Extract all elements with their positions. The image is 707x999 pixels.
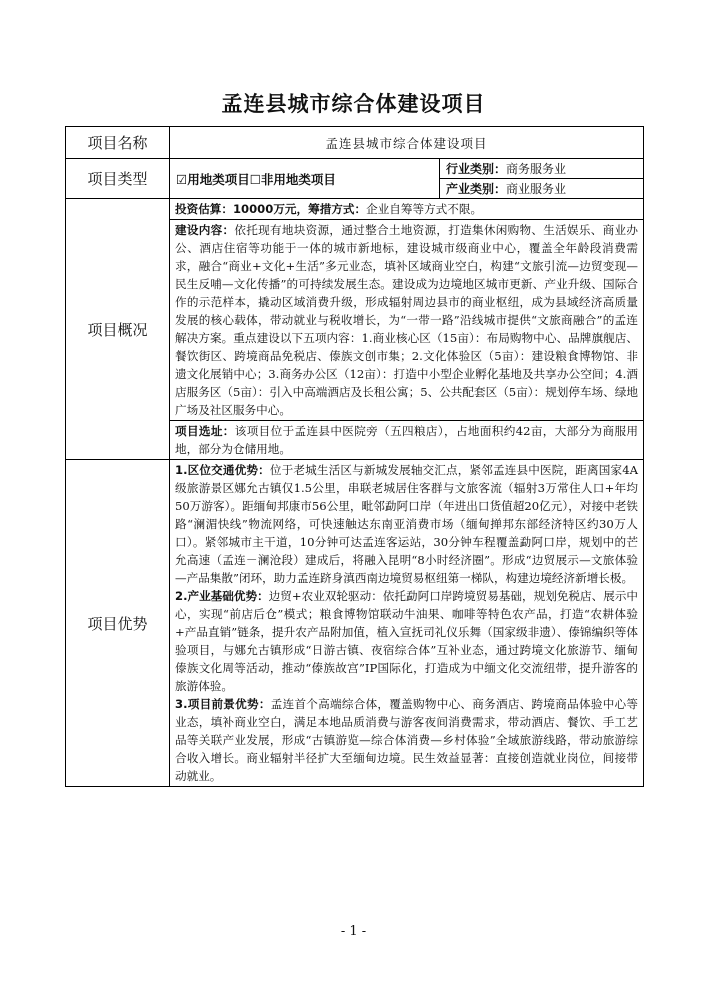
advantage-text: 孟连首个高端综合体，覆盖购物中心、商务酒店、跨境商品体验中心等业态，填补商业空白，满足本地品质消费与游客夜间消费需求，带动酒店、餐饮、手工艺品等关联产业发展，形成“古镇游览—综合体消费—乡村体验”全域旅游线路，带动旅游综合收入增长。商业辐射半径扩大至缅甸边境。民生效益显著：直接创造就业岗位，间接带动就业。: [175, 697, 639, 783]
project-table: [65, 126, 644, 787]
sector-label: 产业类别：: [446, 182, 507, 196]
advantage-item: [175, 695, 638, 785]
advantage-text: 位于老城生活区与新城发展轴交汇点，紧邻孟连县中医院，距离国家4A级旅游景区娜允古镇仅1.5公里，串联老城居住客群与文旅客流（辐射3万常住人口+年均50万游客）。距缅甸邦康市56公里，毗邻勐阿口岸（年进出口货值超20亿元），对接中老铁路“澜湄快线”物流网络，可快速触达东南亚消费市场（缅甸掸邦东部经济特区约30万人口）。紧邻城市主干道，10分钟可达孟连客运站，30分钟车程覆盖勐阿口岸，规划中的芒允高速（孟连－澜沧段）建成后，将融入昆明“8小时经济圈”。形成“边贸展示—文旅体验—产品集散”闭环，助力孟连跻身滇西南边境贸易枢纽第一梯队，构建边境经济新增长极。: [175, 463, 639, 585]
construction-content-cell: [170, 220, 644, 421]
project-name-value: 孟连县城市综合体建设项目: [170, 127, 644, 159]
investment-value: 10000万元，: [232, 202, 309, 216]
investment-label: 投资估算：: [175, 202, 233, 216]
site-cell: [170, 421, 644, 460]
construction-content-label: 建设内容：: [175, 223, 235, 237]
advantage-item: [175, 587, 638, 695]
sector-category: [440, 179, 644, 199]
industry-value: 商务服务业: [506, 162, 567, 176]
project-overview-label: 项目概况: [66, 199, 170, 460]
page-number: - 1 -: [340, 924, 367, 939]
site-label: 项目选址：: [175, 424, 235, 438]
sector-value: 商业服务业: [506, 182, 567, 196]
project-advantages-label: 项目优势: [66, 460, 170, 787]
row-project-type: [66, 159, 644, 179]
funding-value: 企业自筹等方式不限。: [366, 202, 483, 216]
advantage-heading: 2.产业基础优势：: [175, 589, 269, 603]
document-title: 孟连县城市综合体建设项目: [221, 91, 486, 116]
construction-content-text: 依托现有地块资源，通过整合土地资源，打造集休闲购物、生活娱乐、商业办公、酒店住宿等功能于一体的城市新地标，建设城市级商业中心，覆盖全年龄段消费需求，融合“商业+文化+生活”多元业态，填补区域商业空白，构建“文旅引流—边贸变现—民生反哺—文化传播”的可持续发展生态。建设成为边境地区城市更新、产业升级、国际合作的示范样本，撬动区域消费升级，形成辐射周边县市的商业枢纽，成为县域经济高质量发展的核心载体，带动就业与税收增长，为“一带一路”沿线城市提供“文旅商融合”的孟连解决方案。重点建设以下五项内容：1.商业核心区（15亩）：布局购物中心、品牌旗舰店、餐饮街区、跨境商品免税店、傣族文创市集；2.文化体验区（5亩）：建设粮食博物馆、非遗文化展销中心；3.商务办公区（12亩）：打造中小型企业孵化基地及共享办公空间；4.酒店服务区（5亩）：引入中高端酒店及长租公寓；5、公共配套区（5亩）：规划停车场、绿地广场及社区服务中心。: [175, 223, 639, 417]
advantage-heading: 1.区位交通优势：: [175, 463, 270, 477]
row-investment: [66, 199, 644, 220]
project-type-checkboxes: ☑用地类项目☐非用地类项目: [170, 159, 440, 199]
industry-label: 行业类别：: [446, 162, 507, 176]
funding-label: 筹措方式：: [308, 202, 367, 216]
advantages-cell: [170, 460, 644, 787]
advantage-item: [175, 461, 638, 587]
row-project-name: [66, 127, 644, 159]
advantage-text: 边贸+农业双轮驱动：依托勐阿口岸跨境贸易基础，规划免税店、展示中心，实现“前店后仓”模式；粮食博物馆联动牛油果、咖啡等特色农产品，打造“农耕体验+产品直销”链条，提升农产品附加值，植入宣抚司礼仪乐舞（国家级非遗）、傣锦编织等体验项目，与娜允古镇形成“日游古镇、夜宿综合体”互补业态，通过跨境文化旅游节、缅甸傣族文化周等活动，推动“傣族故宫”IP国际化，打造成为中缅文化交流纽带，提升游客的旅游体验。: [175, 589, 639, 693]
row-advantages: [66, 460, 644, 787]
investment-cell: [170, 199, 644, 220]
project-type-label: 项目类型: [66, 159, 170, 199]
advantage-heading: 3.项目前景优势：: [175, 697, 271, 711]
project-name-label: 项目名称: [66, 127, 170, 159]
site-text: 该项目位于孟连县中医院旁（五四粮店），占地面积约42亩，大部分为商服用地，部分为仓储用地。: [175, 424, 638, 456]
industry-category: [440, 159, 644, 179]
